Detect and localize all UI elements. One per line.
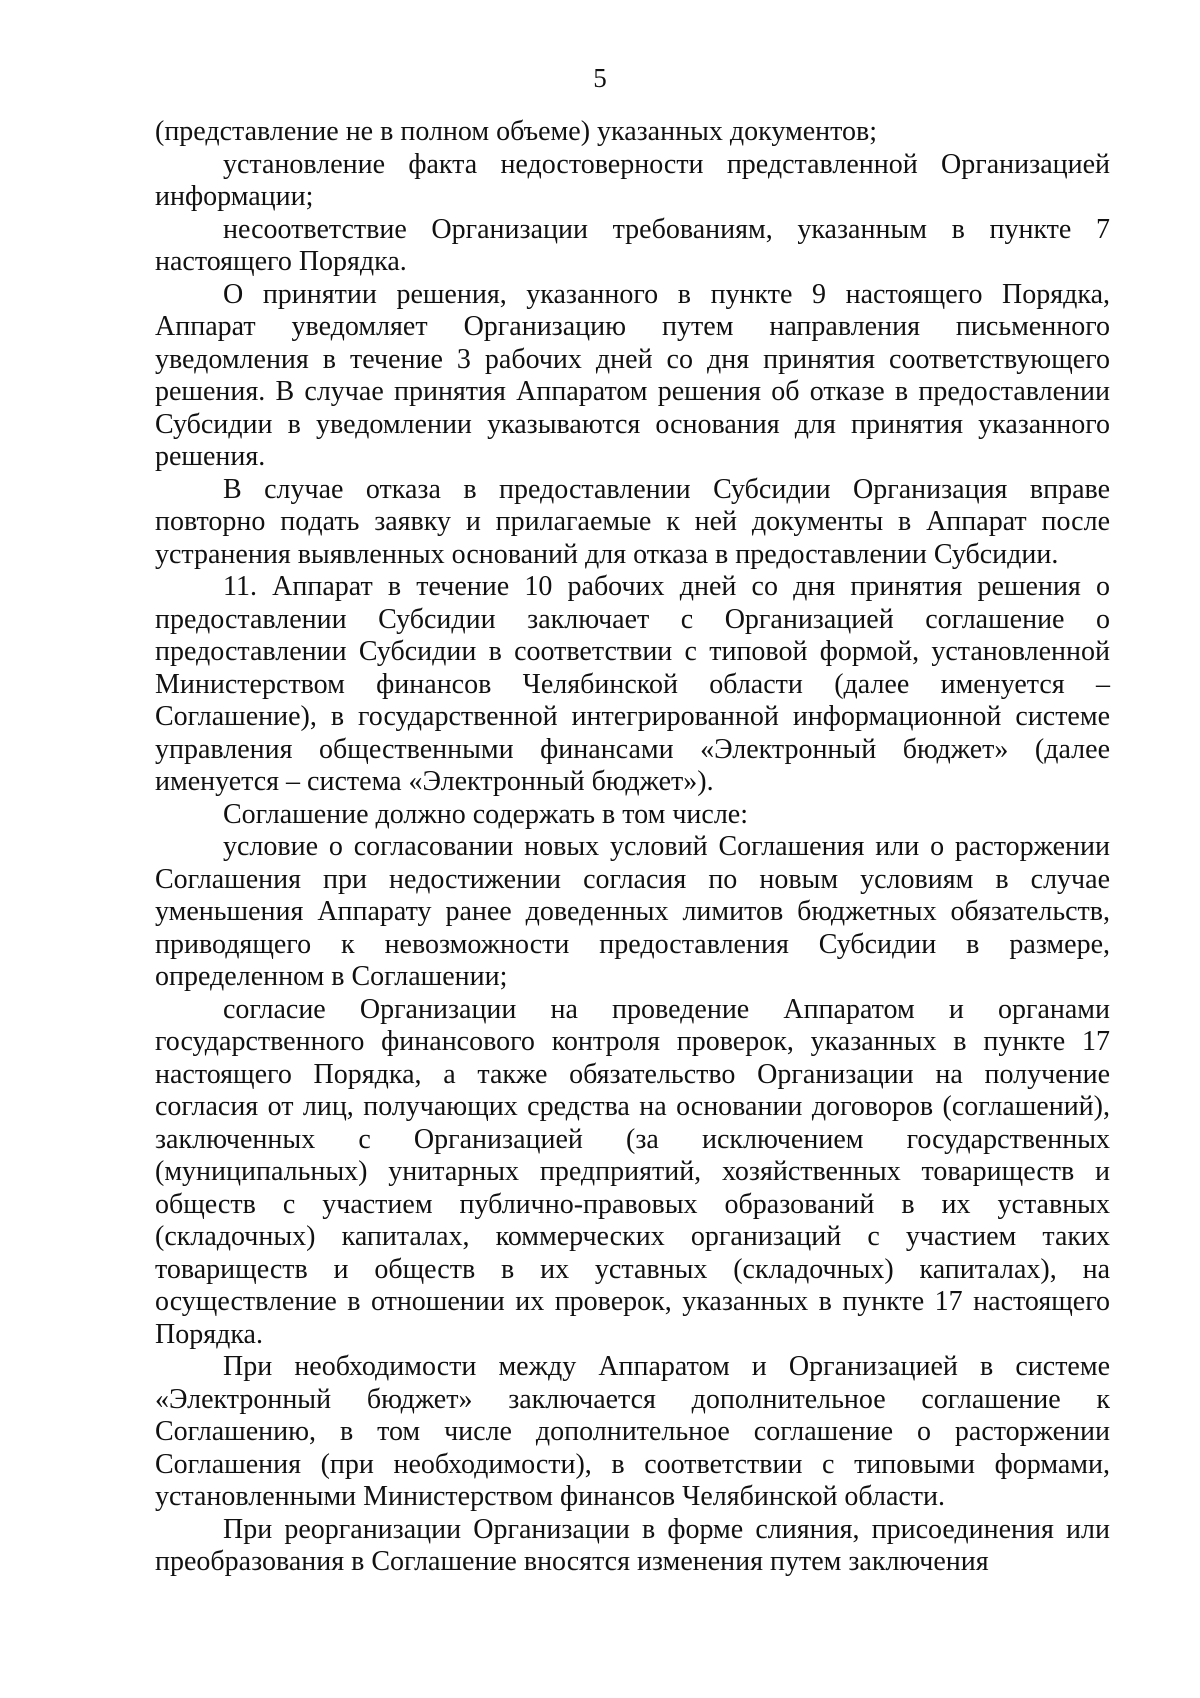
paragraph-requirements-mismatch: несоответствие Организации требованиям, указанным в пункте 7 настоящего Порядка. bbox=[155, 213, 1110, 277]
document-body bbox=[155, 116, 1110, 1579]
paragraph-agreement-contents: Соглашение должно содержать в том числе: bbox=[223, 798, 748, 830]
paragraph-additional-agreement: При необходимости между Аппаратом и Организацией в системе «Электронный бюджет» заключается дополнительное соглашение к Соглашению, в том числе дополнительное соглашение о расторжении Соглашения (при необходимости), в соответствии с типовыми формами, установленными Министерством финансов Челябинской области. bbox=[155, 1351, 1110, 1512]
paragraph-refusal-resubmission: В случае отказа в предоставлении Субсидии Организация вправе повторно подать заявку и прилагаемые к ней документы в Аппарат после устранения выявленных оснований для отказа в предоставлении Субсидии. bbox=[155, 473, 1110, 570]
page-number: 5 bbox=[593, 63, 607, 93]
paragraph-decision-notification: О принятии решения, указанного в пункте 9 настоящего Порядка, Аппарат уведомляет Организацию путем направления письменного уведомления в течение 3 рабочих дней со дня принятия соответствующего решения. В случае принятия Аппаратом решения об отказе в предоставлении Субсидии в уведомлении указываются основания для принятия указанного решения. bbox=[155, 278, 1110, 472]
paragraph-reorganization: При реорганизации Организации в форме слияния, присоединения или преобразования в Соглашение вносятся изменения путем заключения bbox=[155, 1513, 1110, 1577]
paragraph-item-11-agreement: 11. Аппарат в течение 10 рабочих дней со дня принятия решения о предоставлении Субсидии заключает с Организацией соглашение о предоставлении Субсидии в соответствии с типовой формой, установленной Министерством финансов Челябинской области (далее именуется – Соглашение), в государственной интегрированной информационной системе управления общественными финансами «Электронный бюджет» (далее именуется – система «Электронный бюджет»). bbox=[155, 571, 1110, 797]
paragraph-new-conditions: условие о согласовании новых условий Соглашения или о расторжении Соглашения при недостижении согласия по новым условиям в случае уменьшения Аппарату ранее доведенных лимитов бюджетных обязательств, приводящего к невозможности предоставления Субсидии в размере, определенном в Соглашении; bbox=[155, 831, 1110, 992]
paragraph-documents-continuation: (представление не в полном объеме) указанных документов; bbox=[155, 116, 877, 147]
paragraph-unreliable-info: установление факта недостоверности представленной Организацией информации; bbox=[155, 148, 1110, 212]
paragraph-inspections-consent: согласие Организации на проведение Аппаратом и органами государственного финансового контроля проверок, указанных в пункте 17 настоящего Порядка, а также обязательство Организации на получение согласия от лиц, получающих средства на основании договоров (соглашений), заключенных с Организацией (за исключением государственных (муниципальных) унитарных предприятий, хозяйственных товариществ и обществ с участием публично-правовых образований в их уставных (складочных) капиталах, коммерческих организаций с участием таких товариществ и обществ в их уставных (складочных) капиталах), на осуществление в отношении их проверок, указанных в пункте 17 настоящего Порядка. bbox=[155, 993, 1110, 1350]
